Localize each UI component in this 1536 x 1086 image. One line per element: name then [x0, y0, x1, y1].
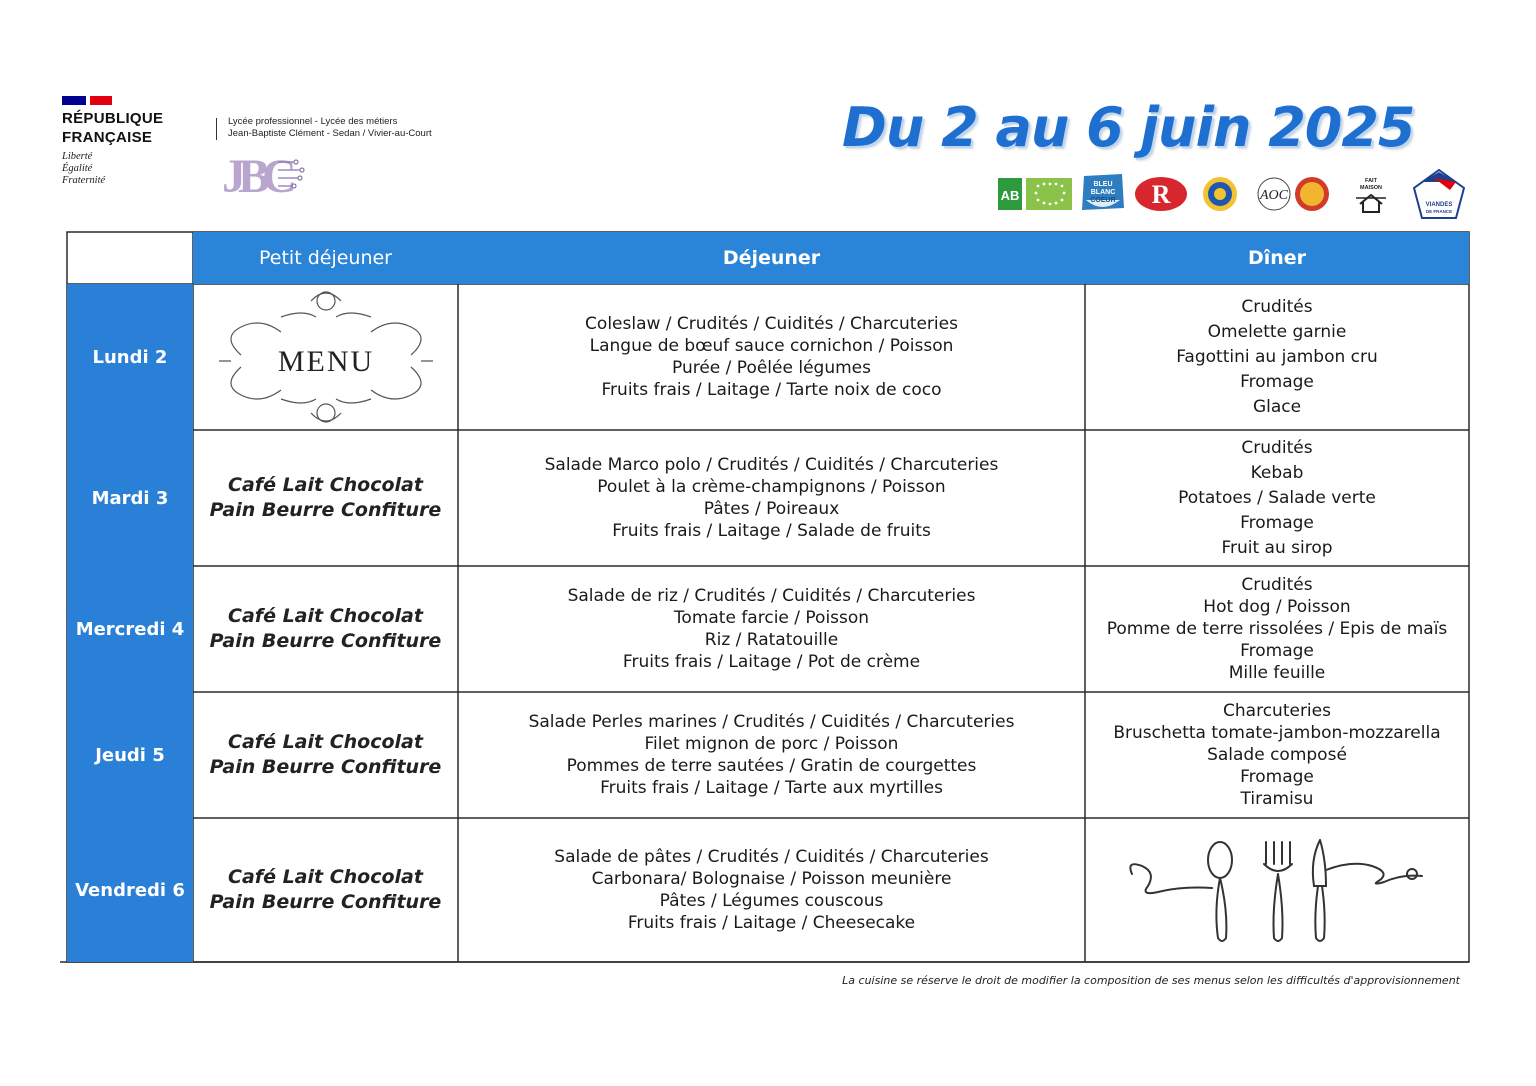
lunch-line: Carbonara/ Bolognaise / Poisson meunière: [591, 869, 952, 889]
lunch-line: Pâtes / Poireaux: [703, 499, 840, 519]
day-label-vendredi: Vendredi 6: [67, 818, 193, 962]
svg-text:VIANDES: VIANDES: [1425, 202, 1453, 208]
republic-name-line1: RÉPUBLIQUE: [62, 110, 164, 127]
breakfast-cell-lundi: [193, 284, 458, 430]
lunch-cell-jeudi: [458, 692, 1085, 818]
dinner-line: Fagottini au jambon cru: [1176, 346, 1378, 367]
dinner-line: Fruit au sirop: [1221, 537, 1333, 558]
lunch-line: Fruits frais / Laitage / Salade de fruits: [612, 521, 931, 541]
lunch-cell-mercredi: [458, 566, 1085, 692]
day-label-mercredi: Mercredi 4: [67, 566, 193, 692]
lunch-line: Langue de bœuf sauce cornichon / Poisson: [589, 336, 954, 356]
dinner-line: Mille feuille: [1228, 663, 1326, 683]
column-header-dejeuner: Déjeuner: [458, 232, 1085, 284]
breakfast-line: Café Lait Chocolat: [228, 474, 423, 496]
svg-text:AOC: AOC: [1260, 188, 1288, 203]
lunch-line: Pâtes / Légumes couscous: [659, 891, 884, 911]
lunch-cell-lundi: [458, 284, 1085, 430]
svg-text:MAISON: MAISON: [1360, 185, 1382, 191]
motto-egalite: Égalité: [62, 163, 93, 174]
dinner-line: Hot dog / Poisson: [1203, 597, 1351, 617]
breakfast-cell-mercredi: [193, 566, 458, 692]
day-label-mardi: Mardi 3: [67, 430, 193, 566]
lunch-line: Salade Perles marines / Crudités / Cuidités / Charcuteries: [528, 712, 1015, 732]
lunch-line: Salade Marco polo / Crudités / Cuidités / Charcuteries: [544, 455, 999, 475]
dinner-cell-mercredi: [1085, 566, 1469, 692]
svg-text:AB: AB: [1000, 188, 1020, 203]
dinner-line: Fromage: [1240, 371, 1314, 392]
breakfast-line: Pain Beurre Confiture: [209, 499, 442, 521]
svg-text:COEUR: COEUR: [1090, 197, 1116, 204]
breakfast-line: Pain Beurre Confiture: [209, 630, 442, 652]
lunch-line: Purée / Poêlée légumes: [672, 358, 871, 378]
dinner-line: Kebab: [1250, 462, 1304, 483]
lunch-cell-mardi: [458, 430, 1085, 566]
svg-text:BLANC: BLANC: [1090, 189, 1116, 196]
dinner-line: Fromage: [1240, 512, 1314, 533]
svg-text:JBC: JBC: [222, 150, 289, 200]
svg-text:R: R: [1151, 180, 1171, 209]
lunch-line: Fruits frais / Laitage / Pot de crème: [622, 652, 921, 672]
menu-week-title: Du 2 au 6 juin 2025: [842, 96, 1415, 159]
dinner-line: Tiramisu: [1240, 789, 1314, 809]
dinner-line: Fromage: [1240, 641, 1314, 661]
day-label-lundi: Lundi 2: [67, 284, 193, 430]
svg-text:BLEU: BLEU: [1093, 181, 1113, 188]
dinner-cell-jeudi: [1085, 692, 1469, 818]
lunch-line: Pommes de terre sautées / Gratin de courgettes: [566, 756, 977, 776]
lunch-line: Poulet à la crème-champignons / Poisson: [597, 477, 946, 497]
lunch-line: Riz / Ratatouille: [704, 630, 839, 650]
breakfast-cell-vendredi: [193, 818, 458, 962]
dinner-line: Bruschetta tomate-jambon-mozzarella: [1113, 723, 1441, 743]
dinner-line: Potatoes / Salade verte: [1178, 487, 1376, 508]
dinner-line: Omelette garnie: [1207, 321, 1347, 342]
republic-name-line2: FRANÇAISE: [62, 129, 153, 146]
dinner-line: Salade composé: [1207, 745, 1347, 765]
svg-text:FAIT: FAIT: [1365, 178, 1377, 184]
breakfast-line: Pain Beurre Confiture: [209, 756, 442, 778]
school-line1: Lycée professionnel - Lycée des métiers: [228, 116, 398, 127]
breakfast-cell-jeudi: [193, 692, 458, 818]
lunch-line: Filet mignon de porc / Poisson: [644, 734, 899, 754]
breakfast-line: Pain Beurre Confiture: [209, 891, 442, 913]
school-line2: Jean-Baptiste Clément - Sedan / Vivier-au-Court: [228, 128, 432, 139]
menu-ornament-text: MENU: [277, 345, 374, 378]
column-header-petit-dejeuner: Petit déjeuner: [193, 232, 458, 284]
motto-fraternite: Fraternité: [62, 175, 106, 186]
footnote: La cuisine se réserve le droit de modifier la composition de ses menus selon les difficultés d'approvisionnement: [842, 974, 1460, 987]
lunch-line: Salade de pâtes / Crudités / Cuidités / Charcuteries: [554, 847, 989, 867]
dinner-line: Glace: [1252, 396, 1302, 417]
dinner-cell-lundi: [1085, 284, 1469, 430]
lunch-line: Fruits frais / Laitage / Tarte noix de coco: [601, 380, 942, 400]
breakfast-line: Café Lait Chocolat: [228, 605, 423, 627]
dinner-line: Charcuteries: [1223, 701, 1331, 721]
dinner-cell-mardi: [1085, 430, 1469, 566]
lunch-line: Tomate farcie / Poisson: [673, 608, 870, 628]
cutlery-icon: [1122, 830, 1432, 950]
dinner-line: Crudités: [1241, 296, 1313, 317]
motto-liberte: Liberté: [62, 151, 93, 162]
dinner-cell-vendredi: [1085, 818, 1469, 962]
dinner-line: Crudités: [1241, 437, 1313, 458]
lunch-cell-vendredi: [458, 818, 1085, 962]
lunch-line: Fruits frais / Laitage / Tarte aux myrtilles: [600, 778, 943, 798]
column-header-diner: Dîner: [1085, 232, 1469, 284]
dinner-line: Fromage: [1240, 767, 1314, 787]
lunch-line: Salade de riz / Crudités / Cuidités / Charcuteries: [567, 586, 976, 606]
breakfast-cell-mardi: [193, 430, 458, 566]
lunch-line: Coleslaw / Crudités / Cuidités / Charcuteries: [585, 314, 958, 334]
menu-ornament-icon: [211, 287, 441, 427]
svg-text:DE FRANCE: DE FRANCE: [1425, 209, 1453, 214]
dinner-line: Crudités: [1241, 575, 1313, 595]
dinner-line: Pomme de terre rissolées / Epis de maïs: [1106, 619, 1448, 639]
breakfast-line: Café Lait Chocolat: [228, 866, 423, 888]
lunch-line: Fruits frais / Laitage / Cheesecake: [627, 913, 916, 933]
day-label-jeudi: Jeudi 5: [67, 692, 193, 818]
breakfast-line: Café Lait Chocolat: [228, 731, 423, 753]
